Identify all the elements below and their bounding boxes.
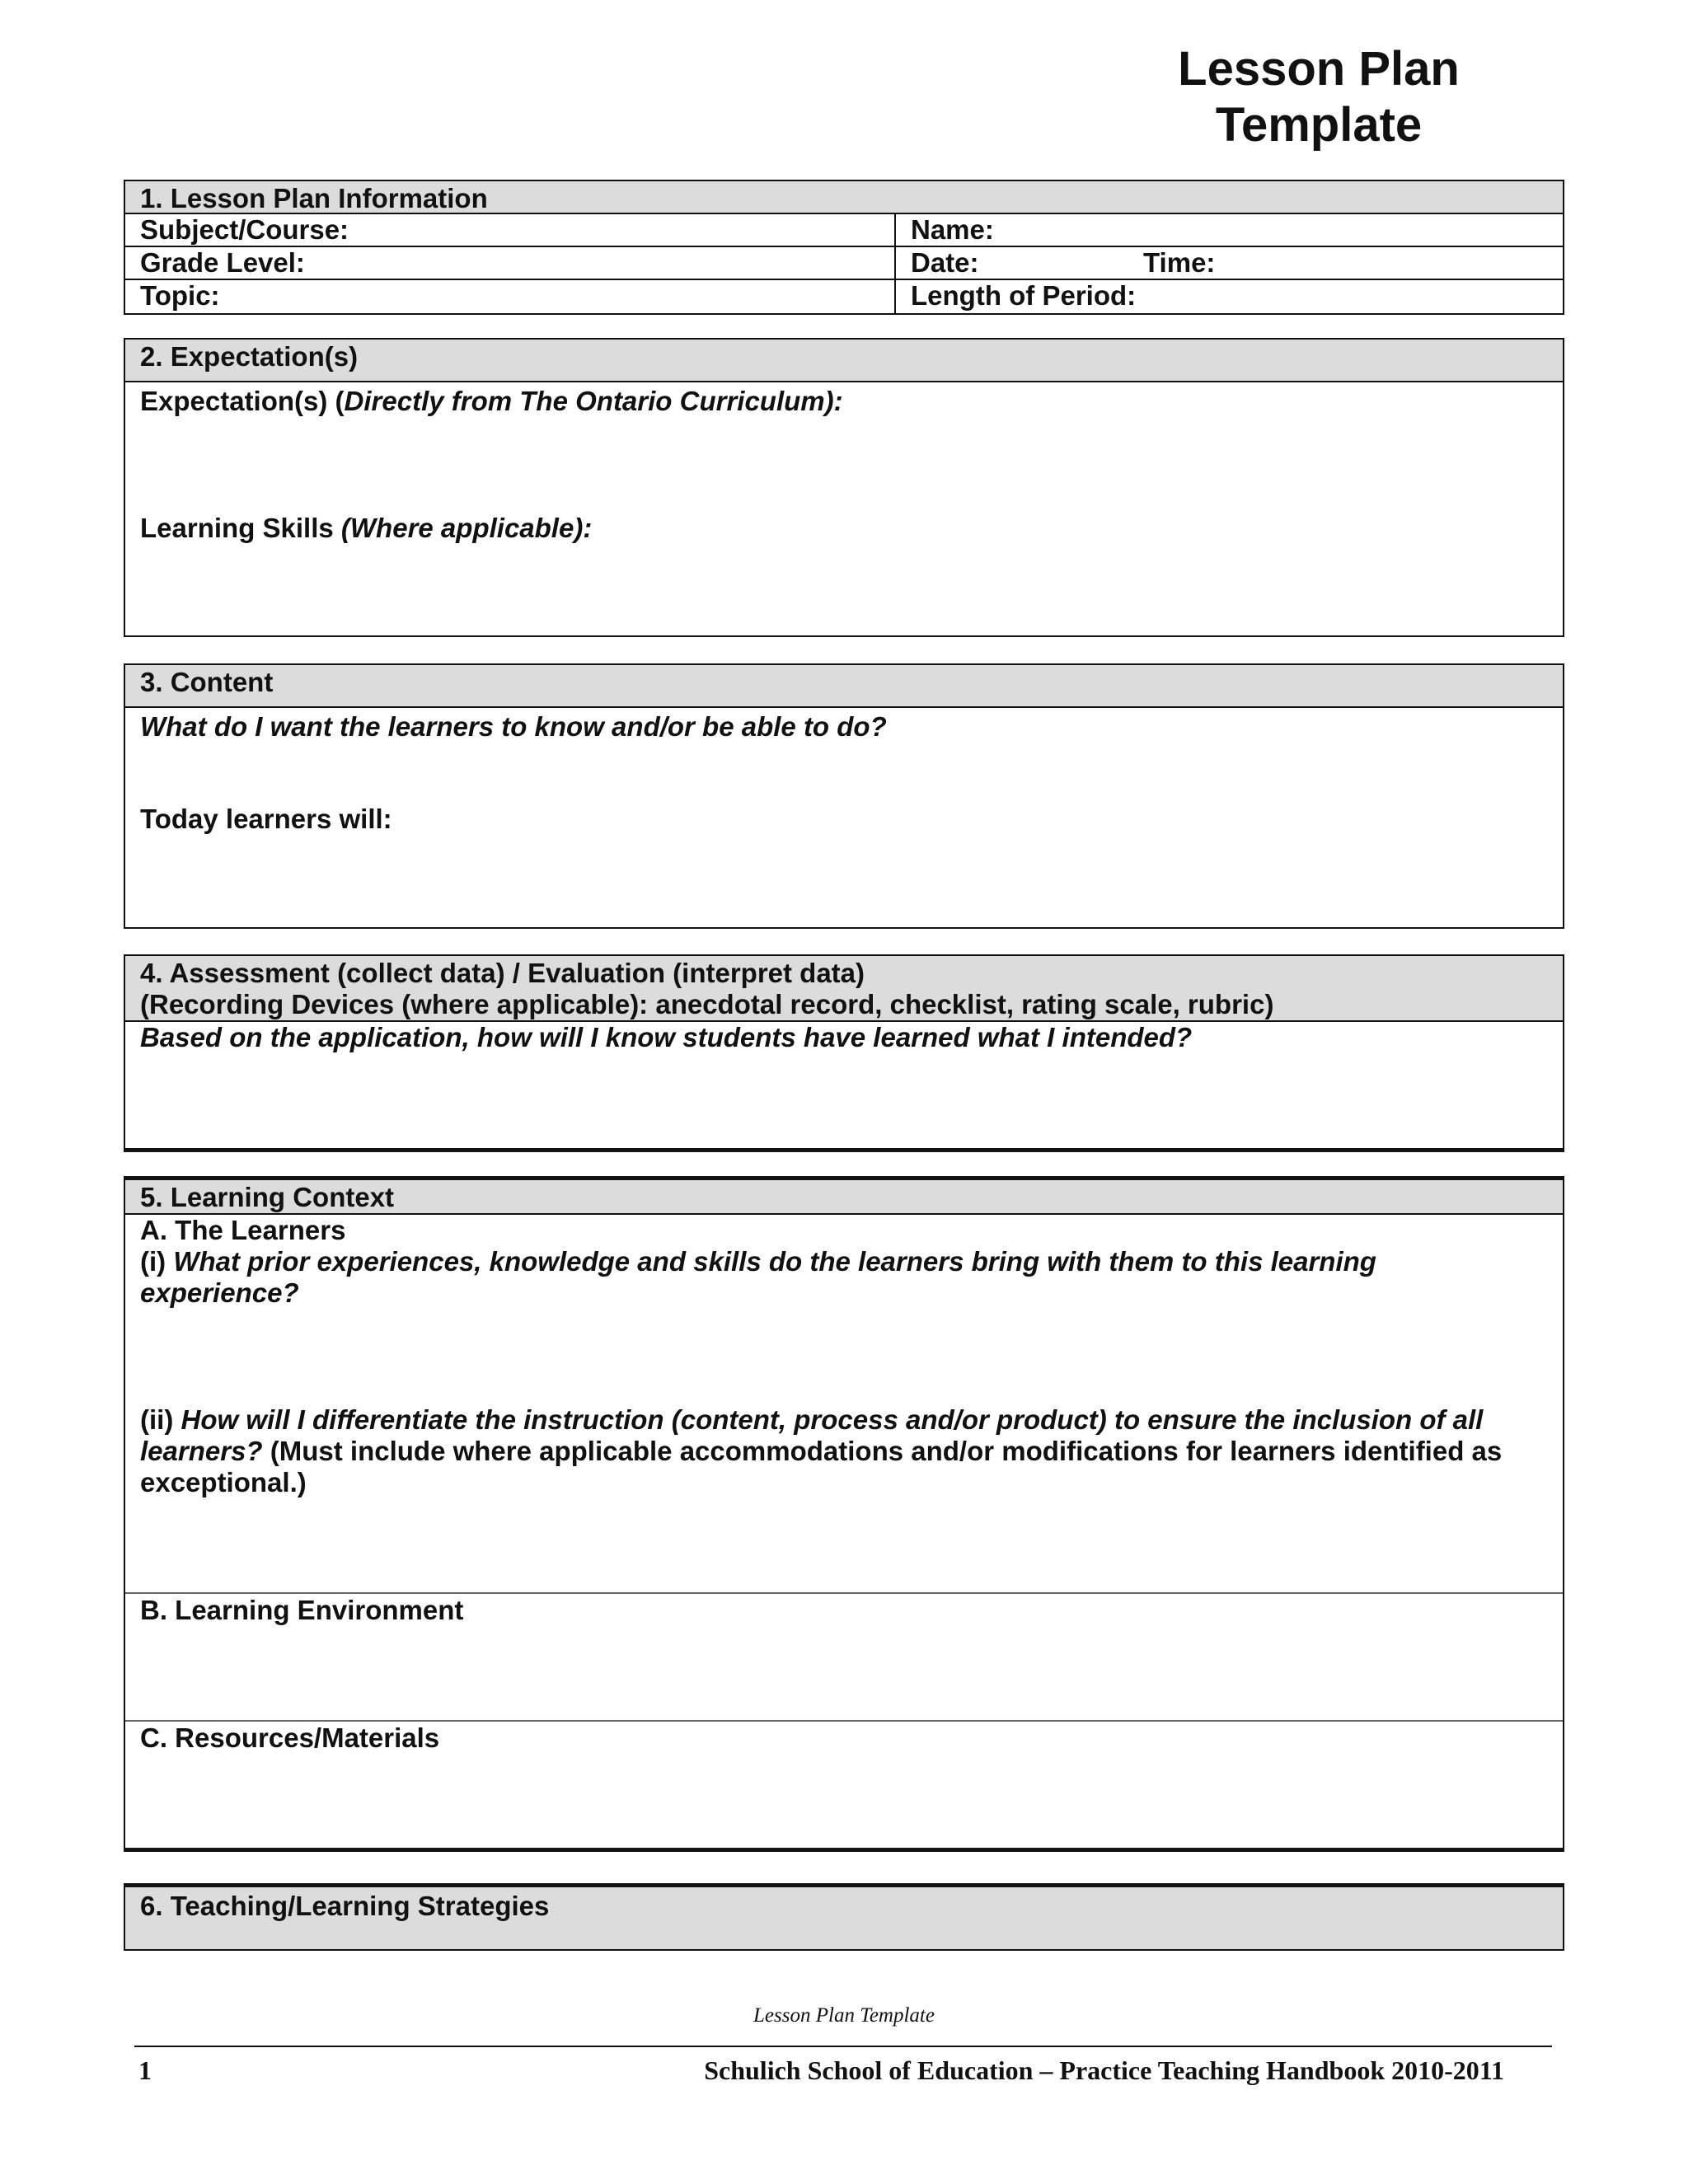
the-learners-label: A. The Learners (140, 1215, 346, 1245)
question-i-line-1: What prior experiences, knowledge and skills do the learners bring with them to this learning (173, 1246, 1376, 1277)
prior-experiences-question (140, 1246, 1376, 1309)
section-4-header-line-1: 4. Assessment (collect data) / Evaluation (interpret data) (140, 958, 865, 988)
section-4-header-line-2: (Recording Devices (where applicable): anecdotal record, checklist, rating scale, rubric) (140, 989, 1274, 1019)
title-line-1: Lesson Plan (1178, 42, 1460, 96)
expectations-label (140, 386, 843, 417)
learning-skills-text: Learning Skills (140, 513, 341, 543)
table-row (125, 247, 1563, 280)
section-assessment (124, 954, 1564, 1152)
section-4-header (125, 956, 1563, 1022)
question-i-line-2: experience? (140, 1277, 299, 1308)
table-row (125, 280, 1563, 313)
differentiation-question (140, 1404, 1502, 1498)
section-content (124, 663, 1564, 929)
table-row (125, 214, 1563, 247)
section-6-header: 6. Teaching/Learning Strategies (140, 1891, 550, 1921)
page-number: 1 (138, 2055, 152, 2085)
section-teaching-strategies (124, 1883, 1564, 1951)
date-field[interactable]: Date: (911, 247, 979, 278)
assessment-question: Based on the application, how will I know students have learned what I intended? (140, 1022, 1193, 1052)
time-field[interactable]: Time: (1143, 247, 1216, 278)
question-ii-line-2-italic: learners? (140, 1436, 263, 1466)
content-question: What do I want the learners to know and/or be able to do? (140, 711, 887, 742)
question-ii-prefix: (ii) (140, 1404, 181, 1435)
date-time-cell (896, 247, 1563, 279)
expectations-label-text: Expectation(s) ( (140, 386, 345, 416)
divider (125, 1720, 1563, 1722)
topic-field[interactable]: Topic: (125, 280, 896, 313)
footer-divider (134, 2046, 1552, 2047)
question-ii-line-1: How will I differentiate the instruction (content, process and/or product) to ensure the inclusion of all (181, 1404, 1484, 1435)
section-learning-context (124, 1176, 1564, 1852)
page-title (1113, 41, 1525, 153)
question-ii-line-2: (Must include where applicable accommodations and/or modifications for learners identified as (262, 1436, 1503, 1466)
footer-caption: Lesson Plan Template (753, 2004, 935, 2027)
grade-level-field[interactable]: Grade Level: (125, 247, 896, 279)
today-learners-label: Today learners will: (140, 804, 392, 834)
expectations-label-italic: Directly from The Ontario Curriculum): (344, 386, 843, 416)
footer-handbook-title: Schulich School of Education – Practice Teaching Handbook 2010-2011 (704, 2055, 1504, 2085)
learning-environment-label: B. Learning Environment (140, 1595, 464, 1625)
question-i-prefix: (i) (140, 1246, 174, 1277)
question-ii-line-3: exceptional.) (140, 1467, 307, 1497)
resources-materials-label: C. Resources/Materials (140, 1722, 440, 1753)
section-expectations (124, 338, 1564, 637)
divider (125, 1592, 1563, 1594)
learning-skills-label (140, 513, 592, 544)
learning-skills-italic: (Where applicable): (340, 513, 593, 543)
name-field[interactable]: Name: (911, 214, 994, 245)
subject-course-field[interactable]: Subject/Course: (125, 214, 896, 246)
section-2-header: 2. Expectation(s) (125, 340, 1563, 382)
section-lesson-plan-information (124, 180, 1564, 315)
title-line-2: Template (1215, 98, 1423, 152)
section-3-header: 3. Content (125, 665, 1563, 708)
section-1-header: 1. Lesson Plan Information (125, 181, 1563, 214)
length-of-period-field[interactable]: Length of Period: (911, 280, 1137, 311)
section-5-header: 5. Learning Context (125, 1180, 1563, 1215)
